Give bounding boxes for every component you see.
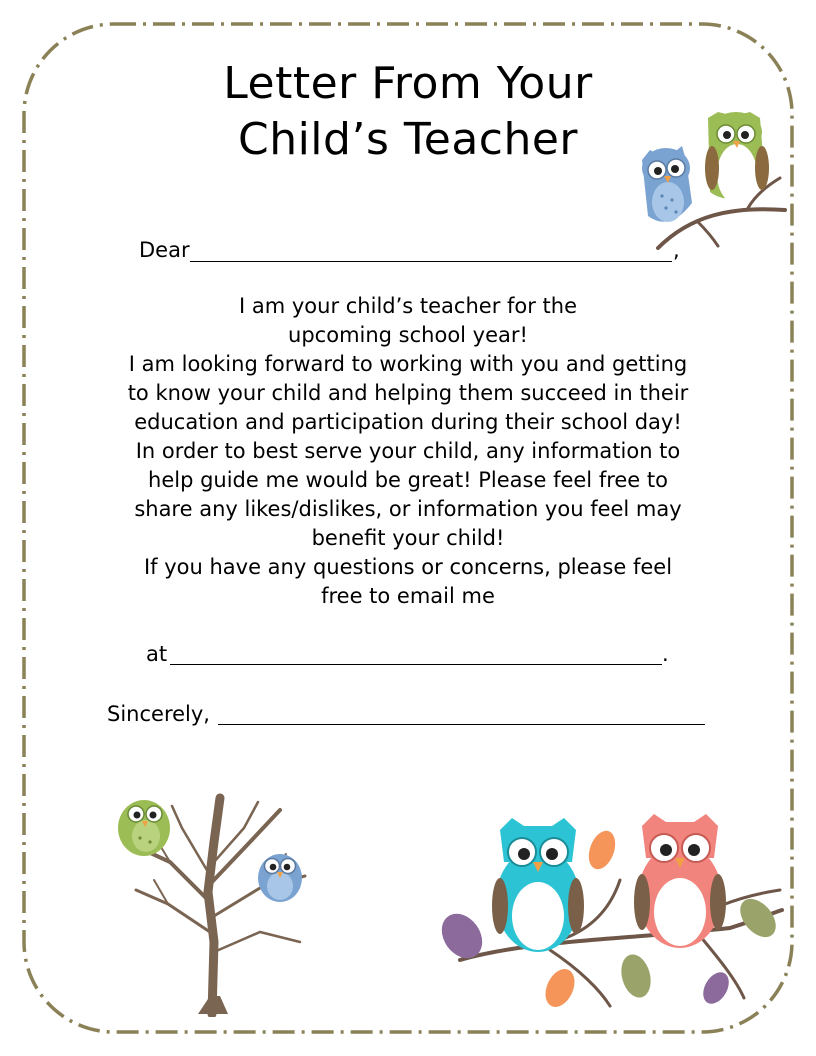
letter-title-line-1: Letter From Your xyxy=(223,58,593,109)
recipient-name-line[interactable] xyxy=(190,261,672,262)
body-line: upcoming school year! xyxy=(288,323,528,347)
body-line: benefit your child! xyxy=(311,526,505,550)
body-line: share any likes/dislikes, or information you feel may xyxy=(134,497,682,521)
body-line: education and participation during their school day! xyxy=(134,410,682,434)
pink-owl-icon xyxy=(634,814,726,948)
email-period: . xyxy=(662,642,669,666)
green-owl-icon xyxy=(705,112,769,204)
blue-owl-icon xyxy=(642,146,692,222)
salutation-comma: , xyxy=(673,238,680,262)
salutation-label: Dear xyxy=(139,238,190,262)
body-line: free to email me xyxy=(321,584,495,608)
green-owl-small-icon xyxy=(118,800,170,856)
owl-pair-on-branch-illustration xyxy=(440,810,790,1020)
signoff-label: Sincerely, xyxy=(107,702,210,726)
signature-line[interactable] xyxy=(218,724,705,725)
body-line: to know your child and helping them succeed in their xyxy=(127,381,689,405)
body-line: I am your child’s teacher for the xyxy=(238,294,578,318)
blue-owl-small-icon xyxy=(258,854,302,902)
body-line: I am looking forward to working with you and getting xyxy=(128,352,688,376)
letter-title-line-2: Child’s Teacher xyxy=(237,114,579,165)
teal-owl-icon xyxy=(492,818,584,952)
owls-on-branch-illustration xyxy=(630,108,790,253)
email-line[interactable] xyxy=(170,664,662,665)
owls-in-tree-illustration xyxy=(110,792,330,1017)
body-line: In order to best serve your child, any information to xyxy=(135,439,681,463)
body-line: help guide me would be great! Please feel free to xyxy=(148,468,668,492)
email-label: at xyxy=(146,642,168,666)
body-line: If you have any questions or concerns, please feel xyxy=(143,555,673,579)
